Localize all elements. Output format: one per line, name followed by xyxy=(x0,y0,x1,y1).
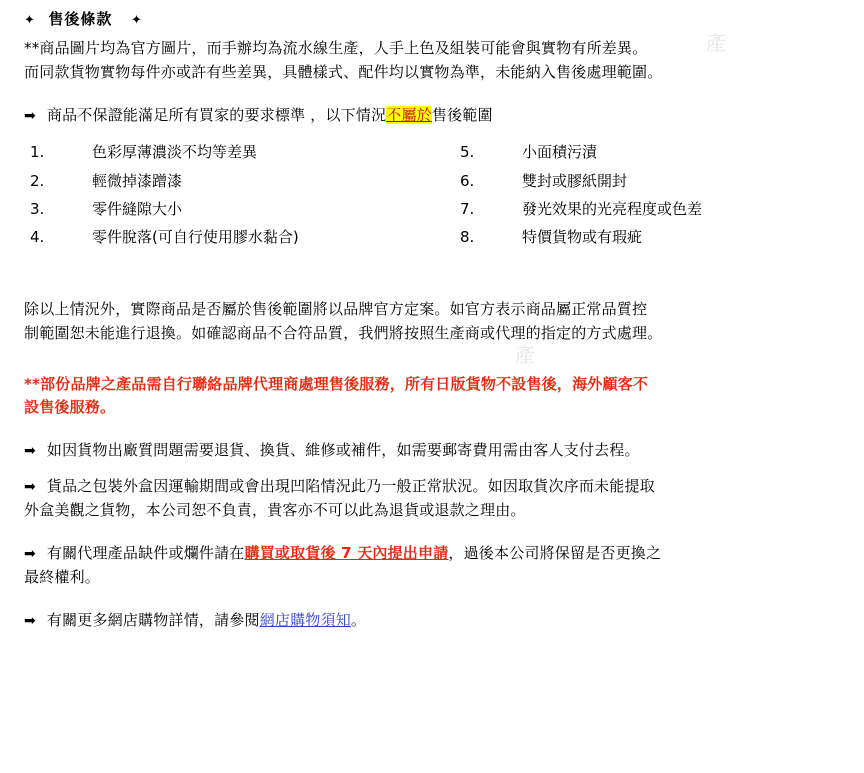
arrow-icon: ➡ xyxy=(24,107,36,124)
missing-parts-after: ，過後本公司將保留是否更換之 xyxy=(448,544,662,563)
shopping-guide-link[interactable]: 網店購物須知 xyxy=(259,611,351,629)
arrow-icon: ➡ xyxy=(24,443,36,460)
exclusion-list xyxy=(24,141,848,249)
arrow-icon: ➡ xyxy=(24,546,36,563)
intro-line-2: 而同款貨物實物每件亦或許有些差異，具體樣式、配件均以實物為準，未能納入售後處理範圍。 xyxy=(24,62,663,81)
list-number: 8. xyxy=(460,228,475,247)
warning-line-2: 設售後服務。 xyxy=(24,398,116,417)
intro-line-1: **商品圖片均為官方圖片，而手辦均為流水線生產，人手上色及組裝可能會與實物有所差異。 xyxy=(24,39,648,58)
list-text: 雙封或膠紙開封 xyxy=(522,171,628,190)
watermark-character: 產 xyxy=(706,31,726,55)
more-info-before: 有關更多網店購物詳情，請參閱 xyxy=(46,611,260,629)
exclusion-notice-after: 售後範圍 xyxy=(431,105,493,124)
list-number: 5. xyxy=(460,143,475,162)
arrow-icon: ➡ xyxy=(24,479,36,496)
ornament-left-icon: ✦ xyxy=(24,13,36,28)
packaging-note-line-1: 貨品之包裝外盒因運輸期間或會出現凹陷情況此乃一般正常狀況。如因取貨次序而未能提取 xyxy=(46,477,655,496)
page-title-text: 售後條款 xyxy=(48,10,113,28)
list-item xyxy=(24,226,848,249)
list-text: 特價貨物或有瑕疵 xyxy=(522,228,643,247)
exclusion-notice xyxy=(24,104,848,128)
arrow-icon: ➡ xyxy=(24,613,36,629)
warning-line-1: **部份品牌之產品需自行聯絡品牌代理商處理售後服務，所有日版貨物不設售後，海外顧客不 xyxy=(24,374,649,393)
ornament-right-icon: ✦ xyxy=(131,13,143,28)
watermark-character: 產 xyxy=(515,343,535,367)
list-number: 6. xyxy=(460,171,475,190)
list-text: 零件脫落(可自行使用膠水黏合) xyxy=(92,228,299,247)
list-number: 4. xyxy=(30,228,45,247)
missing-parts-before: 有關代理產品缺件或爛件請在 xyxy=(46,544,245,563)
missing-parts-emphasis: 購買或取貨後 7 天內提出申請 xyxy=(244,544,449,563)
packaging-note xyxy=(24,475,848,499)
shipping-note xyxy=(24,439,848,463)
list-text: 輕微掉漆蹭漆 xyxy=(92,171,183,190)
list-number: 2. xyxy=(30,171,45,190)
packaging-note-line-2: 外盒美觀之貨物，本公司恕不負責，貴客亦不可以此為退貨或退款之理由。 xyxy=(24,500,526,519)
exclusion-notice-highlight: 不屬於 xyxy=(386,105,432,124)
list-text: 發光效果的光亮程度或色差 xyxy=(522,199,703,218)
policy-line-2: 制範圍恕未能進行退換。如確認商品不合符品質，我們將按照生產商或代理的指定的方式處理。 xyxy=(24,323,663,342)
policy-line-1: 除以上情況外，實際商品是否屬於售後範圍將以品牌官方定案。如官方表示商品屬正常品質控 xyxy=(24,300,648,319)
missing-parts-line-2: 最終權利。 xyxy=(24,567,101,586)
missing-parts-line-2-row xyxy=(24,566,848,589)
more-info-note xyxy=(24,609,848,633)
page-title xyxy=(24,8,848,31)
list-text: 色彩厚薄濃淡不均等差異 xyxy=(92,143,258,162)
more-info-after: 。 xyxy=(350,611,367,629)
list-text: 小面積污漬 xyxy=(522,143,598,162)
list-text: 零件縫隙大小 xyxy=(92,199,183,218)
list-number: 7. xyxy=(460,199,475,218)
exclusion-notice-before: 商品不保證能滿足所有買家的要求標準 ，以下情況 xyxy=(46,105,387,124)
missing-parts-note xyxy=(24,542,848,566)
list-number: 3. xyxy=(30,199,45,218)
packaging-note-line-2-row xyxy=(24,499,848,522)
list-item xyxy=(24,141,848,164)
list-item xyxy=(24,170,848,193)
shipping-note-text: 如因貨物出廠質問題需要退貨、換貨、維修或補件，如需要郵寄費用需由客人支付去程。 xyxy=(46,441,640,460)
list-item xyxy=(24,198,848,221)
list-number: 1. xyxy=(30,143,45,162)
